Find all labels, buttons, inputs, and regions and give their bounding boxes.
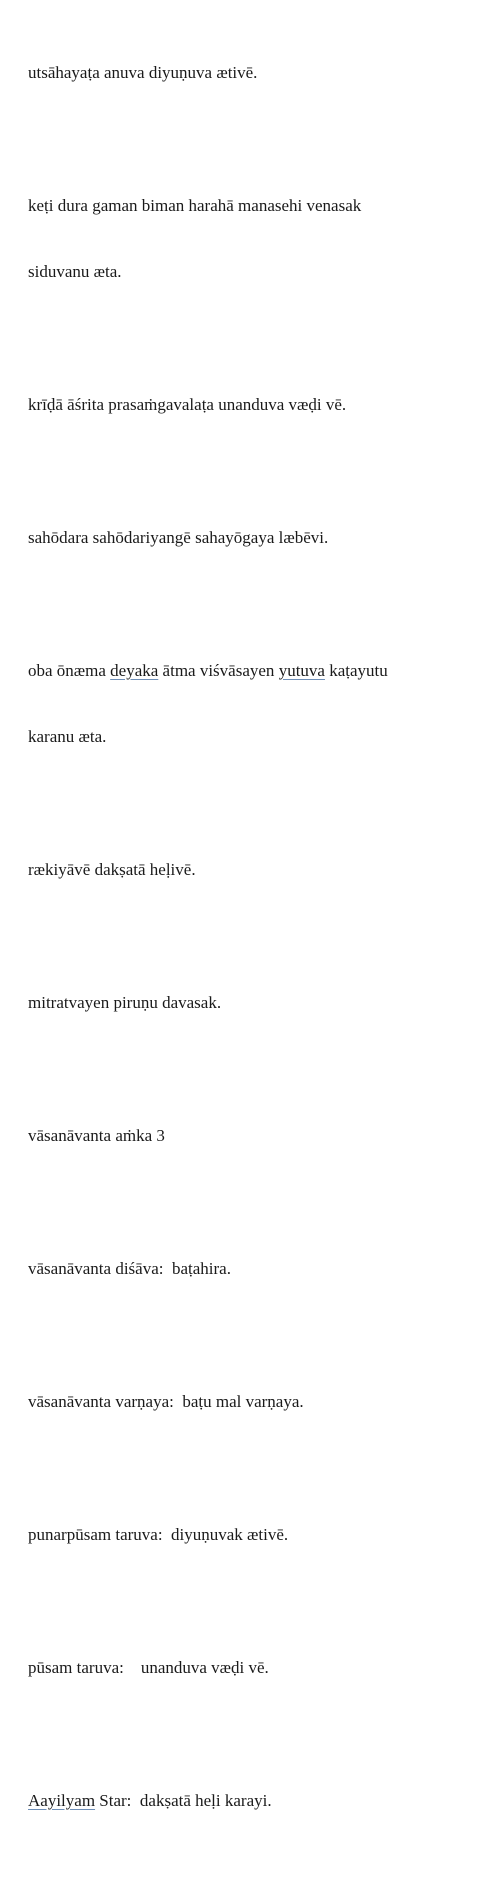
paragraph bbox=[28, 1613, 468, 1723]
text-line: karanu æta. bbox=[28, 727, 107, 746]
text-segment: Star: dakṣatā heḷi karayi. bbox=[95, 1791, 272, 1810]
text-line: utsāhayaṭa anuva diyuṇuva ætivē. bbox=[28, 63, 258, 82]
text-line bbox=[28, 660, 468, 682]
paragraph bbox=[28, 18, 468, 128]
text-segment: ātma viśvāsayen bbox=[158, 661, 279, 680]
text-line: mitratvayen piruṇu davasak. bbox=[28, 993, 222, 1012]
paragraph bbox=[28, 1480, 468, 1590]
text-line: rækiyāvē dakṣatā heḷivē. bbox=[28, 860, 196, 879]
paragraph bbox=[28, 616, 468, 792]
text-line: punarpūsam taruva: diyuṇuvak ætivē. bbox=[28, 1525, 289, 1544]
text-line bbox=[28, 1790, 468, 1812]
paragraph bbox=[28, 1081, 468, 1191]
text-segment: kaṭayutu bbox=[324, 661, 388, 680]
text-segment: oba ōnæma bbox=[28, 661, 111, 680]
text-line: siduvanu æta. bbox=[28, 262, 122, 281]
paragraph bbox=[28, 483, 468, 593]
text-line: krīḍā āśrita prasaṁgavalaṭa unanduva væḍi vē. bbox=[28, 395, 347, 414]
paragraph bbox=[28, 1214, 468, 1324]
text-line: sahōdara sahōdariyangē sahayōgaya læbēvi. bbox=[28, 528, 329, 547]
spellcheck-underlined-word: Aayilyam bbox=[28, 1791, 96, 1810]
paragraph bbox=[28, 350, 468, 460]
paragraph bbox=[28, 815, 468, 925]
text-line: vāsanāvanta varṇaya: baṭu mal varṇaya. bbox=[28, 1392, 304, 1411]
document-body bbox=[28, 18, 468, 1879]
text-line: keṭi dura gaman biman harahā manasehi venasak bbox=[28, 196, 362, 215]
paragraph bbox=[28, 151, 468, 327]
paragraph bbox=[28, 1347, 468, 1457]
spellcheck-underlined-word: deyaka bbox=[110, 661, 159, 680]
text-line: vāsanāvanta diśāva: baṭahira. bbox=[28, 1259, 231, 1278]
text-line: vāsanāvanta aṁka 3 bbox=[28, 1126, 165, 1145]
paragraph bbox=[28, 1746, 468, 1856]
spellcheck-underlined-word: yutuva bbox=[278, 661, 325, 680]
text-line: pūsam taruva: unanduva væḍi vē. bbox=[28, 1658, 269, 1677]
paragraph bbox=[28, 948, 468, 1058]
